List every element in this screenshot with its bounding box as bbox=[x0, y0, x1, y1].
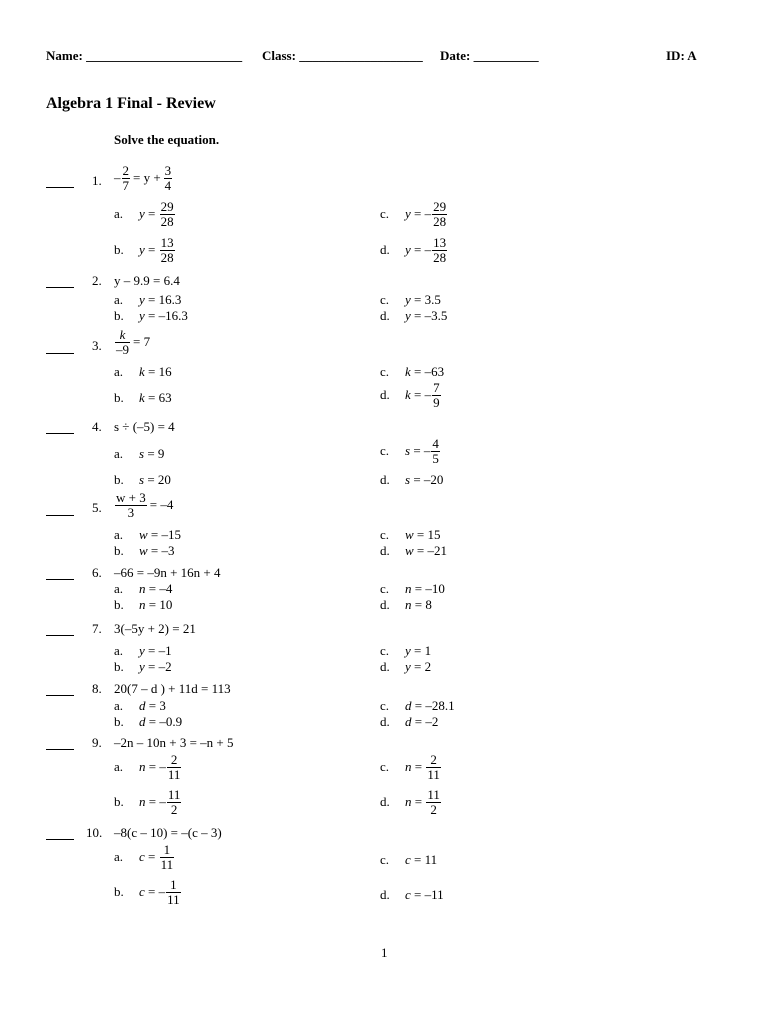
choice-3c[interactable]: c. k = –63 bbox=[380, 364, 445, 379]
choice-8c[interactable]: c. d = –28.1 bbox=[380, 698, 455, 713]
class-blank[interactable]: ___________________ bbox=[299, 48, 423, 63]
choice-8b[interactable]: b. d = –0.9 bbox=[114, 714, 183, 729]
question-problem-7: 3(–5y + 2) = 21 bbox=[114, 621, 196, 636]
choice-8d[interactable]: d. d = –2 bbox=[380, 714, 439, 729]
name-field[interactable] bbox=[46, 48, 242, 64]
answer-blank-6[interactable] bbox=[46, 579, 74, 580]
question-problem-9: –2n – 10n + 3 = –n + 5 bbox=[114, 735, 234, 750]
question-number-7: 7. bbox=[92, 621, 102, 636]
choice-6c[interactable]: c. n = –10 bbox=[380, 581, 445, 596]
choice-2a[interactable]: a. y = 16.3 bbox=[114, 292, 182, 307]
question-number-1: 1. bbox=[92, 173, 102, 188]
question-number-6: 6. bbox=[92, 565, 102, 580]
name-blank[interactable]: ________________________ bbox=[86, 48, 243, 63]
choice-4d[interactable]: d. s = –20 bbox=[380, 472, 444, 487]
choice-3b[interactable]: b. k = 63 bbox=[114, 390, 172, 405]
question-number-3: 3. bbox=[92, 338, 102, 353]
choice-10c[interactable]: c. c = 11 bbox=[380, 852, 438, 867]
instructions: Solve the equation. bbox=[114, 132, 220, 147]
question-number-5: 5. bbox=[92, 500, 102, 515]
choice-2b[interactable]: b. y = –16.3 bbox=[114, 308, 188, 323]
choice-4a[interactable]: a. s = 9 bbox=[114, 446, 165, 461]
id-label: ID: A bbox=[666, 48, 697, 63]
question-problem-10: –8(c – 10) = –(c – 3) bbox=[114, 825, 222, 840]
answer-blank-2[interactable] bbox=[46, 287, 74, 288]
question-number-2: 2. bbox=[92, 273, 102, 288]
choice-2c[interactable]: c. y = 3.5 bbox=[380, 292, 441, 307]
choice-1a[interactable]: a. y = $\frac{29}{28}$ bbox=[114, 199, 174, 229]
choice-9c[interactable]: c. n = $\frac{2}{11}$ bbox=[380, 752, 440, 782]
date-field[interactable] bbox=[440, 48, 539, 64]
question-problem-4: s ÷ (–5) = 4 bbox=[114, 419, 175, 434]
question-number-8: 8. bbox=[92, 681, 102, 696]
name-label: Name: bbox=[46, 48, 83, 63]
choice-2d[interactable]: d. y = –3.5 bbox=[380, 308, 448, 323]
question-problem-3: $\frac{k}{-9}$ = 7 bbox=[116, 327, 151, 357]
page-number: 1 bbox=[381, 945, 388, 960]
choice-4c[interactable]: c. s = – $\frac{4}{5}$ bbox=[380, 436, 439, 466]
choice-6a[interactable]: a. n = –4 bbox=[114, 581, 173, 596]
answer-blank-10[interactable] bbox=[46, 839, 74, 840]
choice-9a[interactable]: a. n = – $\frac{2}{11}$ bbox=[114, 752, 181, 782]
question-number-9: 9. bbox=[92, 735, 102, 750]
choice-1c[interactable]: c. y = – $\frac{29}{28}$ bbox=[380, 199, 447, 229]
choice-7a[interactable]: a. y = –1 bbox=[114, 643, 172, 658]
choice-6b[interactable]: b. n = 10 bbox=[114, 597, 173, 612]
choice-3a[interactable]: a. k = 16 bbox=[114, 364, 172, 379]
answer-blank-8[interactable] bbox=[46, 695, 74, 696]
choice-5a[interactable]: a. w = –15 bbox=[114, 527, 182, 542]
class-label: Class: bbox=[262, 48, 296, 63]
answer-blank-3[interactable] bbox=[46, 353, 74, 354]
choice-8a[interactable]: a. d = 3 bbox=[114, 698, 166, 713]
choice-3d[interactable]: d. k = – $\frac{7}{9}$ bbox=[380, 380, 440, 410]
answer-blank-5[interactable] bbox=[46, 515, 74, 516]
class-field[interactable] bbox=[262, 48, 423, 64]
question-number-10: 10. bbox=[86, 825, 103, 840]
answer-blank-9[interactable] bbox=[46, 749, 74, 750]
choice-7b[interactable]: b. y = –2 bbox=[114, 659, 172, 674]
choice-1d[interactable]: d. y = – $\frac{13}{28}$ bbox=[380, 235, 447, 265]
question-problem-1: – $\frac{2}{7}$ = y + $\frac{3}{4}$ bbox=[114, 163, 172, 193]
question-problem-6: –66 = –9n + 16n + 4 bbox=[114, 565, 221, 580]
choice-7c[interactable]: c. y = 1 bbox=[380, 643, 432, 658]
question-number-4: 4. bbox=[92, 419, 102, 434]
choice-10a[interactable]: a. c = $\frac{1}{11}$ bbox=[114, 842, 174, 872]
choice-1b[interactable]: b. y = $\frac{13}{28}$ bbox=[114, 235, 174, 265]
answer-blank-7[interactable] bbox=[46, 635, 74, 636]
question-problem-2: y – 9.9 = 6.4 bbox=[114, 273, 180, 288]
choice-5b[interactable]: b. w = –3 bbox=[114, 543, 175, 558]
date-blank[interactable]: __________ bbox=[473, 48, 539, 63]
choice-4b[interactable]: b. s = 20 bbox=[114, 472, 171, 487]
choice-5d[interactable]: d. w = –21 bbox=[380, 543, 448, 558]
choice-10b[interactable]: b. c = – $\frac{1}{11}$ bbox=[114, 877, 180, 907]
choice-6d[interactable]: d. n = 8 bbox=[380, 597, 432, 612]
date-label: Date: bbox=[440, 48, 471, 63]
choice-9b[interactable]: b. n = – $\frac{11}{2}$ bbox=[114, 787, 181, 817]
answer-blank-4[interactable] bbox=[46, 433, 74, 434]
answer-blank-1[interactable] bbox=[46, 187, 74, 188]
question-problem-8: 20(7 – d ) + 11d = 113 bbox=[114, 681, 231, 696]
page-title: Algebra 1 Final - Review bbox=[46, 95, 216, 112]
question-problem-5: $\frac{w + 3}{3}$ = –4 bbox=[116, 490, 174, 520]
choice-7d[interactable]: d. y = 2 bbox=[380, 659, 432, 674]
choice-10d[interactable]: d. c = –11 bbox=[380, 887, 444, 902]
choice-9d[interactable]: d. n = $\frac{11}{2}$ bbox=[380, 787, 440, 817]
choice-5c[interactable]: c. w = 15 bbox=[380, 527, 441, 542]
